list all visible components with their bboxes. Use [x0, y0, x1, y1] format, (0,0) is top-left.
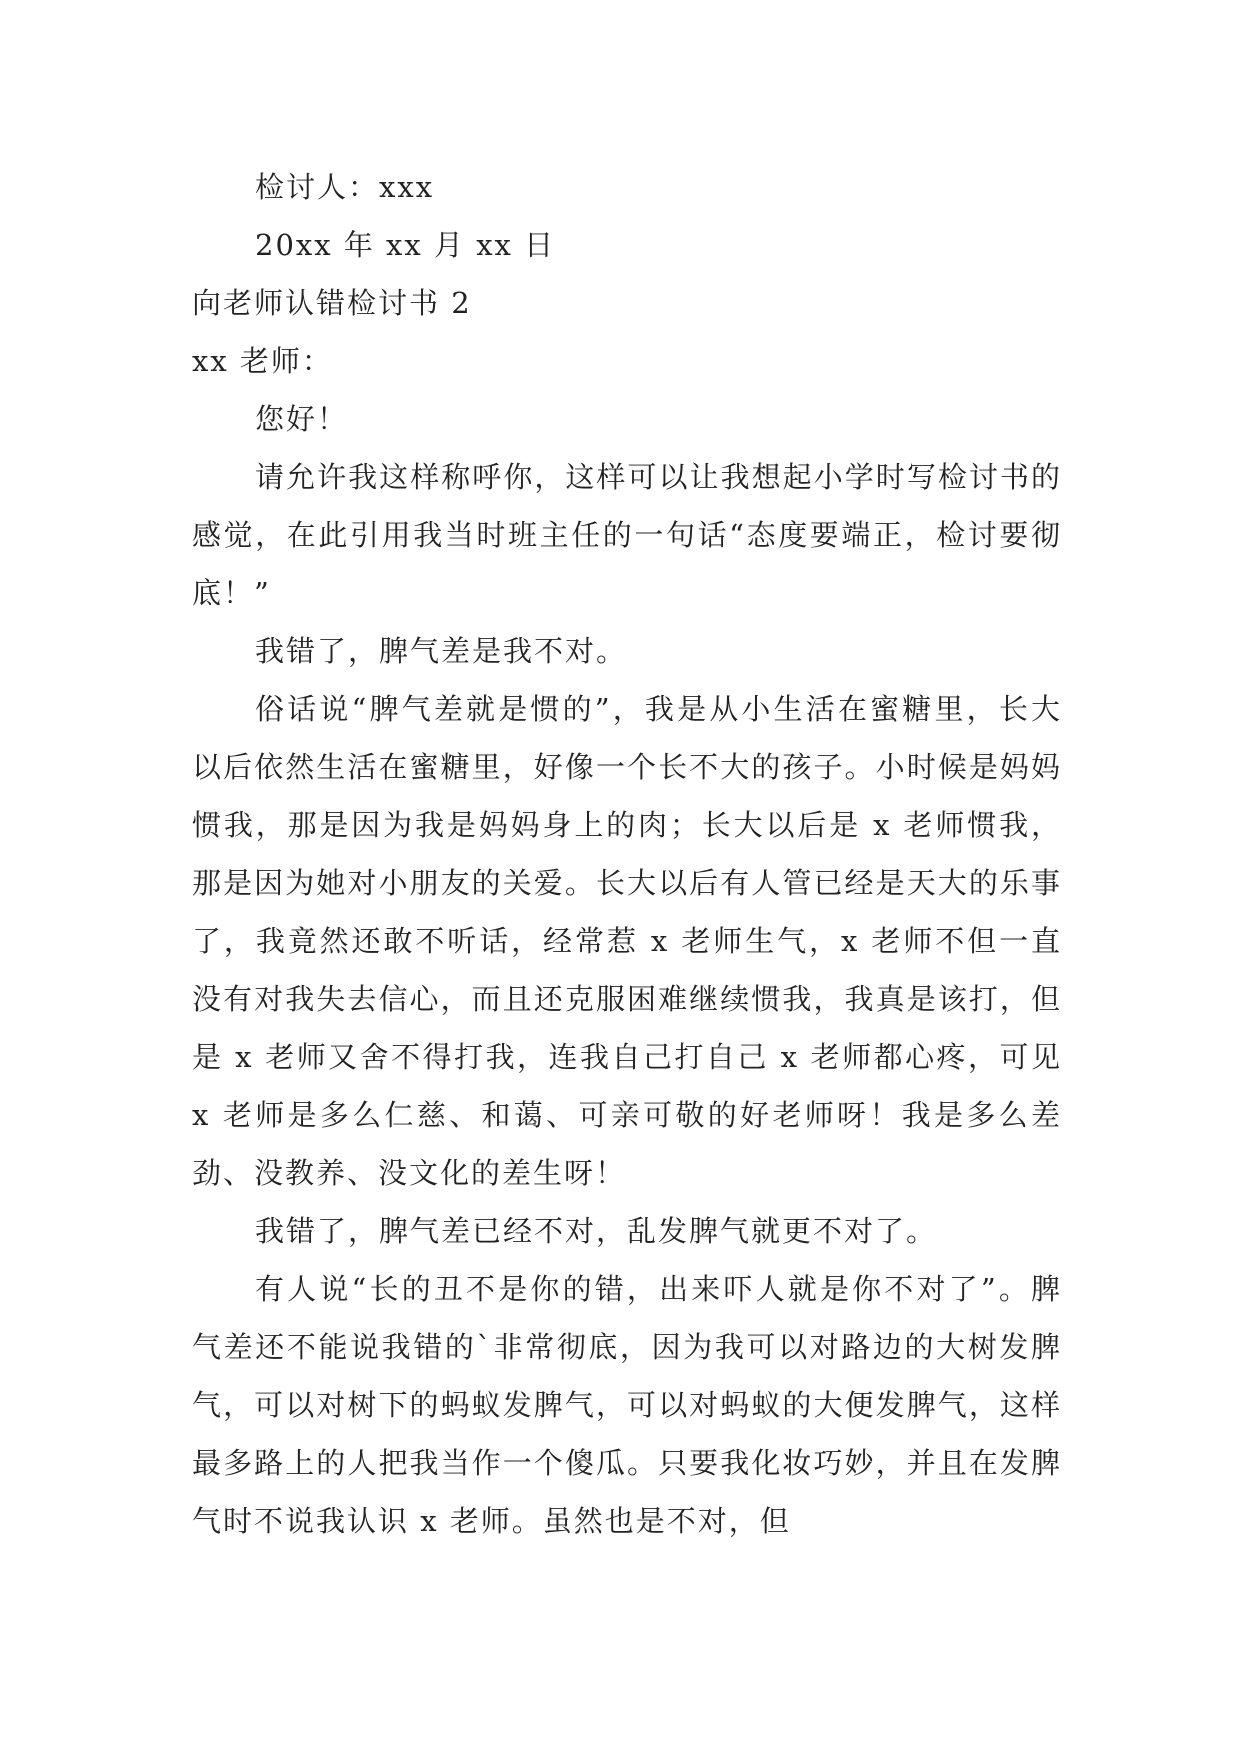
greeting: 您好！: [255, 402, 349, 436]
paragraph-admit-outburst: 我错了，脾气差已经不对，乱发脾气就更不对了。: [255, 1214, 938, 1248]
signature-line: 检讨人：xxx: [255, 170, 435, 204]
section-title: 向老师认错检讨书 2: [192, 286, 472, 320]
paragraph-admit-bad-temper: 我错了，脾气差是我不对。: [255, 634, 628, 668]
paragraph-request: 请允许我这样称呼你，这样可以让我想起小学时写检讨书的感觉，在此引用我当时班主任的一句话“态度要端正，检讨要彻底！”: [192, 460, 1062, 610]
document-body: [192, 158, 1062, 1550]
paragraph-saying: 有人说“长的丑不是你的错，出来吓人就是你不对了”。脾气差还不能说我错的`非常彻底，因为我可以对路边的大树发脾气，可以对树下的蚂蚁发脾气，可以对蚂蚁的大便发脾气，这样最多路上的人把我当作一个傻瓜。只要我化妆巧妙，并且在发脾气时不说我认识 x 老师。虽然也是不对，但: [192, 1272, 1062, 1538]
salutation: xx 老师：: [192, 344, 333, 378]
date-line: 20xx 年 xx 月 xx 日: [255, 228, 556, 262]
paragraph-spoiled: 俗话说“脾气差就是惯的”，我是从小生活在蜜糖里，长大以后依然生活在蜜糖里，好像一个长不大的孩子。小时候是妈妈惯我，那是因为我是妈妈身上的肉；长大以后是 x 老师惯我，那是因为她对小朋友的关爱。长大以后有人管已经是天大的乐事了，我竟然还敢不听话，经常惹 x 老师生气，x 老师不但一直没有对我失去信心，而且还克服困难继续惯我，我真是该打，但是 x 老师又舍不得打我，连我自己打自己 x 老师都心疼，可见 x 老师是多么仁慈、和蔼、可亲可敬的好老师呀！我是多么差劲、没教养、没文化的差生呀！: [192, 692, 1062, 1190]
